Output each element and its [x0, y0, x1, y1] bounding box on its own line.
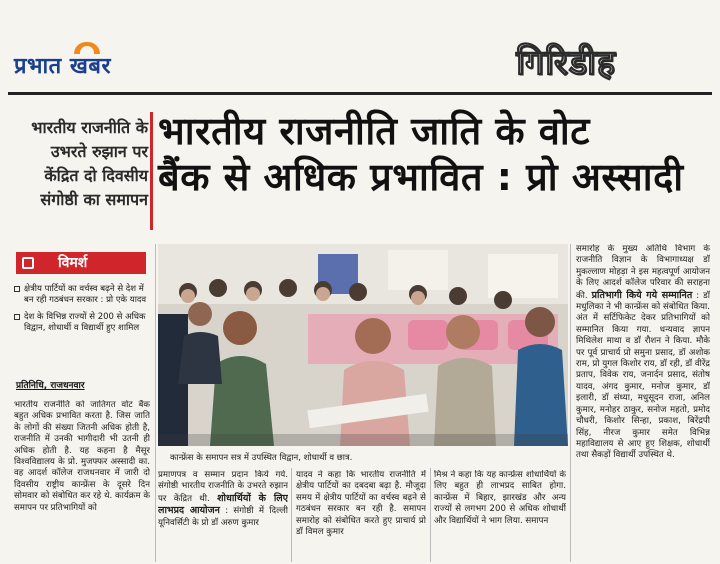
- edition-title: गिरिडीह: [516, 43, 616, 83]
- newspaper-logo: प्रभात खबर: [14, 54, 111, 79]
- kicker-line: केंद्रित दो दिवसीय: [44, 166, 148, 185]
- column-divider: [570, 244, 571, 562]
- kicker-divider: [150, 112, 153, 230]
- kicker-line: उभरते रुझान पर: [50, 142, 148, 161]
- article-column-3: यादव ने कहा कि भारतीय राजनीति में क्षेत्रीय पार्टियों का दबदबा बढ़ा है. मौजूदा समय में क्षेत्रीय पार्टियों का वर्चस्व बढ़ने से गठबंधन सरकार बन रही है. समापन समारोह को संबोधित करते हुए प्राचार्य प्रो डॉ विमल कुमार: [296, 470, 426, 538]
- column-5-text: समारोह के मुख्य अतिथि विभाग के राजनीति विज्ञान के विभागाध्यक्ष डॉ मुकल्लाण मोहड़ा ने इस महत्वपूर्ण आयोजन के लिए आदर्श कॉलेज परिवार की सराहना की.: [576, 244, 710, 301]
- article-column-1: भारतीय राजनीति को जातिगत वोट बैंक बहुत अधिक प्रभावित करता है. जिस जाति के लोगों की संख्या जितनी अधिक होती है, राजनीति में उनकी भागीदारी भी उतनी ही अधिक होती है. यह कहना है मैसूर विश्वविद्यालय के प्रो. मुजफ्फर अस्सादी का. वह आदर्श कॉलेज राजधनवार में जारी दो दिवसीय राष्ट्रीय कान्फ्रेंस के दूसरे दिन सोमवार को संबोधित कर रहे थे. कार्यक्रम के समापन पर प्रतिभागियों को: [14, 400, 150, 513]
- bullet-square-icon: [14, 314, 20, 320]
- bullet-square-icon: [14, 286, 20, 292]
- bullet-item: [14, 284, 154, 306]
- column-divider: [430, 468, 431, 562]
- kicker-line: भारतीय राजनीति के: [31, 118, 148, 137]
- kicker-line: संगोष्ठी का समापन: [40, 190, 148, 209]
- column-5-text-continued: : डॉ मधुलिका ने भी कान्फ्रेंस को संबोधित किया. अंत में सर्टिफिकेट देकर प्रतिभागियों को सम्मानित किया गया. धन्यवाद ज्ञापन मिथिलेश माथा व डॉ रौशन ने किया. मौके पर पूर्व प्राचार्य प्रो समुना प्रसाद, डॉ अशोक राम, प्रो युगल किशोर राय, डॉ रही, डॉ वीरेंद्र प्रताप, विवेक राय, जनार्दन प्रसाद, संतोष यादव, अंगद कुमार, मनोज कुमार, डॉ इलारी, डॉ संध्या, मधुसूदन राजा, अनिल कुमार, मनोहर ठाकुर, सनोज महतो, प्रमोद चौधरी, किशोर सिन्हा, प्रकाश, बिरेंद्रपी सिंह, नीरज कुमार समेत विभिन्न महाविद्यालय से आए हुए शिक्षक, शोधार्थी तथा सैकड़ों विद्यार्थी उपस्थित थे.: [576, 290, 710, 461]
- column-2-text-continued: : संगोष्ठी में दिल्ली यूनिवर्सिटी के प्रो डॉ अरुण कुमार: [158, 506, 288, 528]
- article-column-2: [158, 470, 288, 562]
- bullet-text: देश के विभिन्न राज्यों से 200 से अधिक विद्वान, शोधार्थी व विद्यार्थी हुए शामिल: [24, 312, 146, 333]
- column-divider: [291, 468, 292, 562]
- article-column-5: [576, 244, 710, 562]
- masthead-rule: [8, 92, 712, 95]
- main-headline: [158, 108, 712, 200]
- column-divider: [155, 244, 156, 562]
- bullet-text: क्षेत्रीय पार्टियों का वर्चस्व बढ़ने से देश में बन रही गठबंधन सरकार : प्रो एके यादव: [24, 284, 147, 305]
- highlight-bullets: [14, 284, 154, 340]
- column-5-subhead: प्रतिभागी किये गये सम्मानित: [591, 289, 693, 301]
- photo-caption: कान्फ्रेंस के समापन सत्र में उपस्थित विद्वान, शोधार्थी व छात्र.: [170, 453, 353, 463]
- column-2-text: प्रमाणपत्र व सम्मान प्रदान किये गये. संगोष्ठी भारतीय राजनीति के उभरते रुझान पर केंद्रित थी.: [158, 470, 288, 504]
- audience-photo-illustration: [158, 244, 568, 446]
- article-column-4: मिश्र ने कहा कि यह कान्फ्रेंस शोधार्थियों के लिए बहुत ही लाभप्रद साबित होगा. कान्फ्रेंस में बिहार, झारखंड और अन्य राज्यों से लगभग 200 से अधिक शोधार्थी और विद्यार्थियों ने भाग लिया. समापन: [434, 470, 566, 526]
- headline-line-1: भारतीय राजनीति जाति के वोट: [158, 109, 590, 153]
- bullet-item: [14, 312, 154, 334]
- byline: प्रतिनिधि, राजधनवार: [16, 381, 85, 391]
- section-label: [16, 252, 146, 274]
- section-icon: [22, 257, 34, 269]
- section-label-text: विमर्श: [58, 255, 88, 271]
- news-photo: [158, 244, 568, 446]
- masthead: [8, 34, 712, 92]
- kicker-headline: [8, 116, 148, 212]
- headline-line-2: बैंक से अधिक प्रभावित : प्रो अस्सादी: [158, 155, 684, 199]
- column-2-subhead: शोधार्थियों के लिए लाभप्रद आयोजन: [158, 492, 288, 517]
